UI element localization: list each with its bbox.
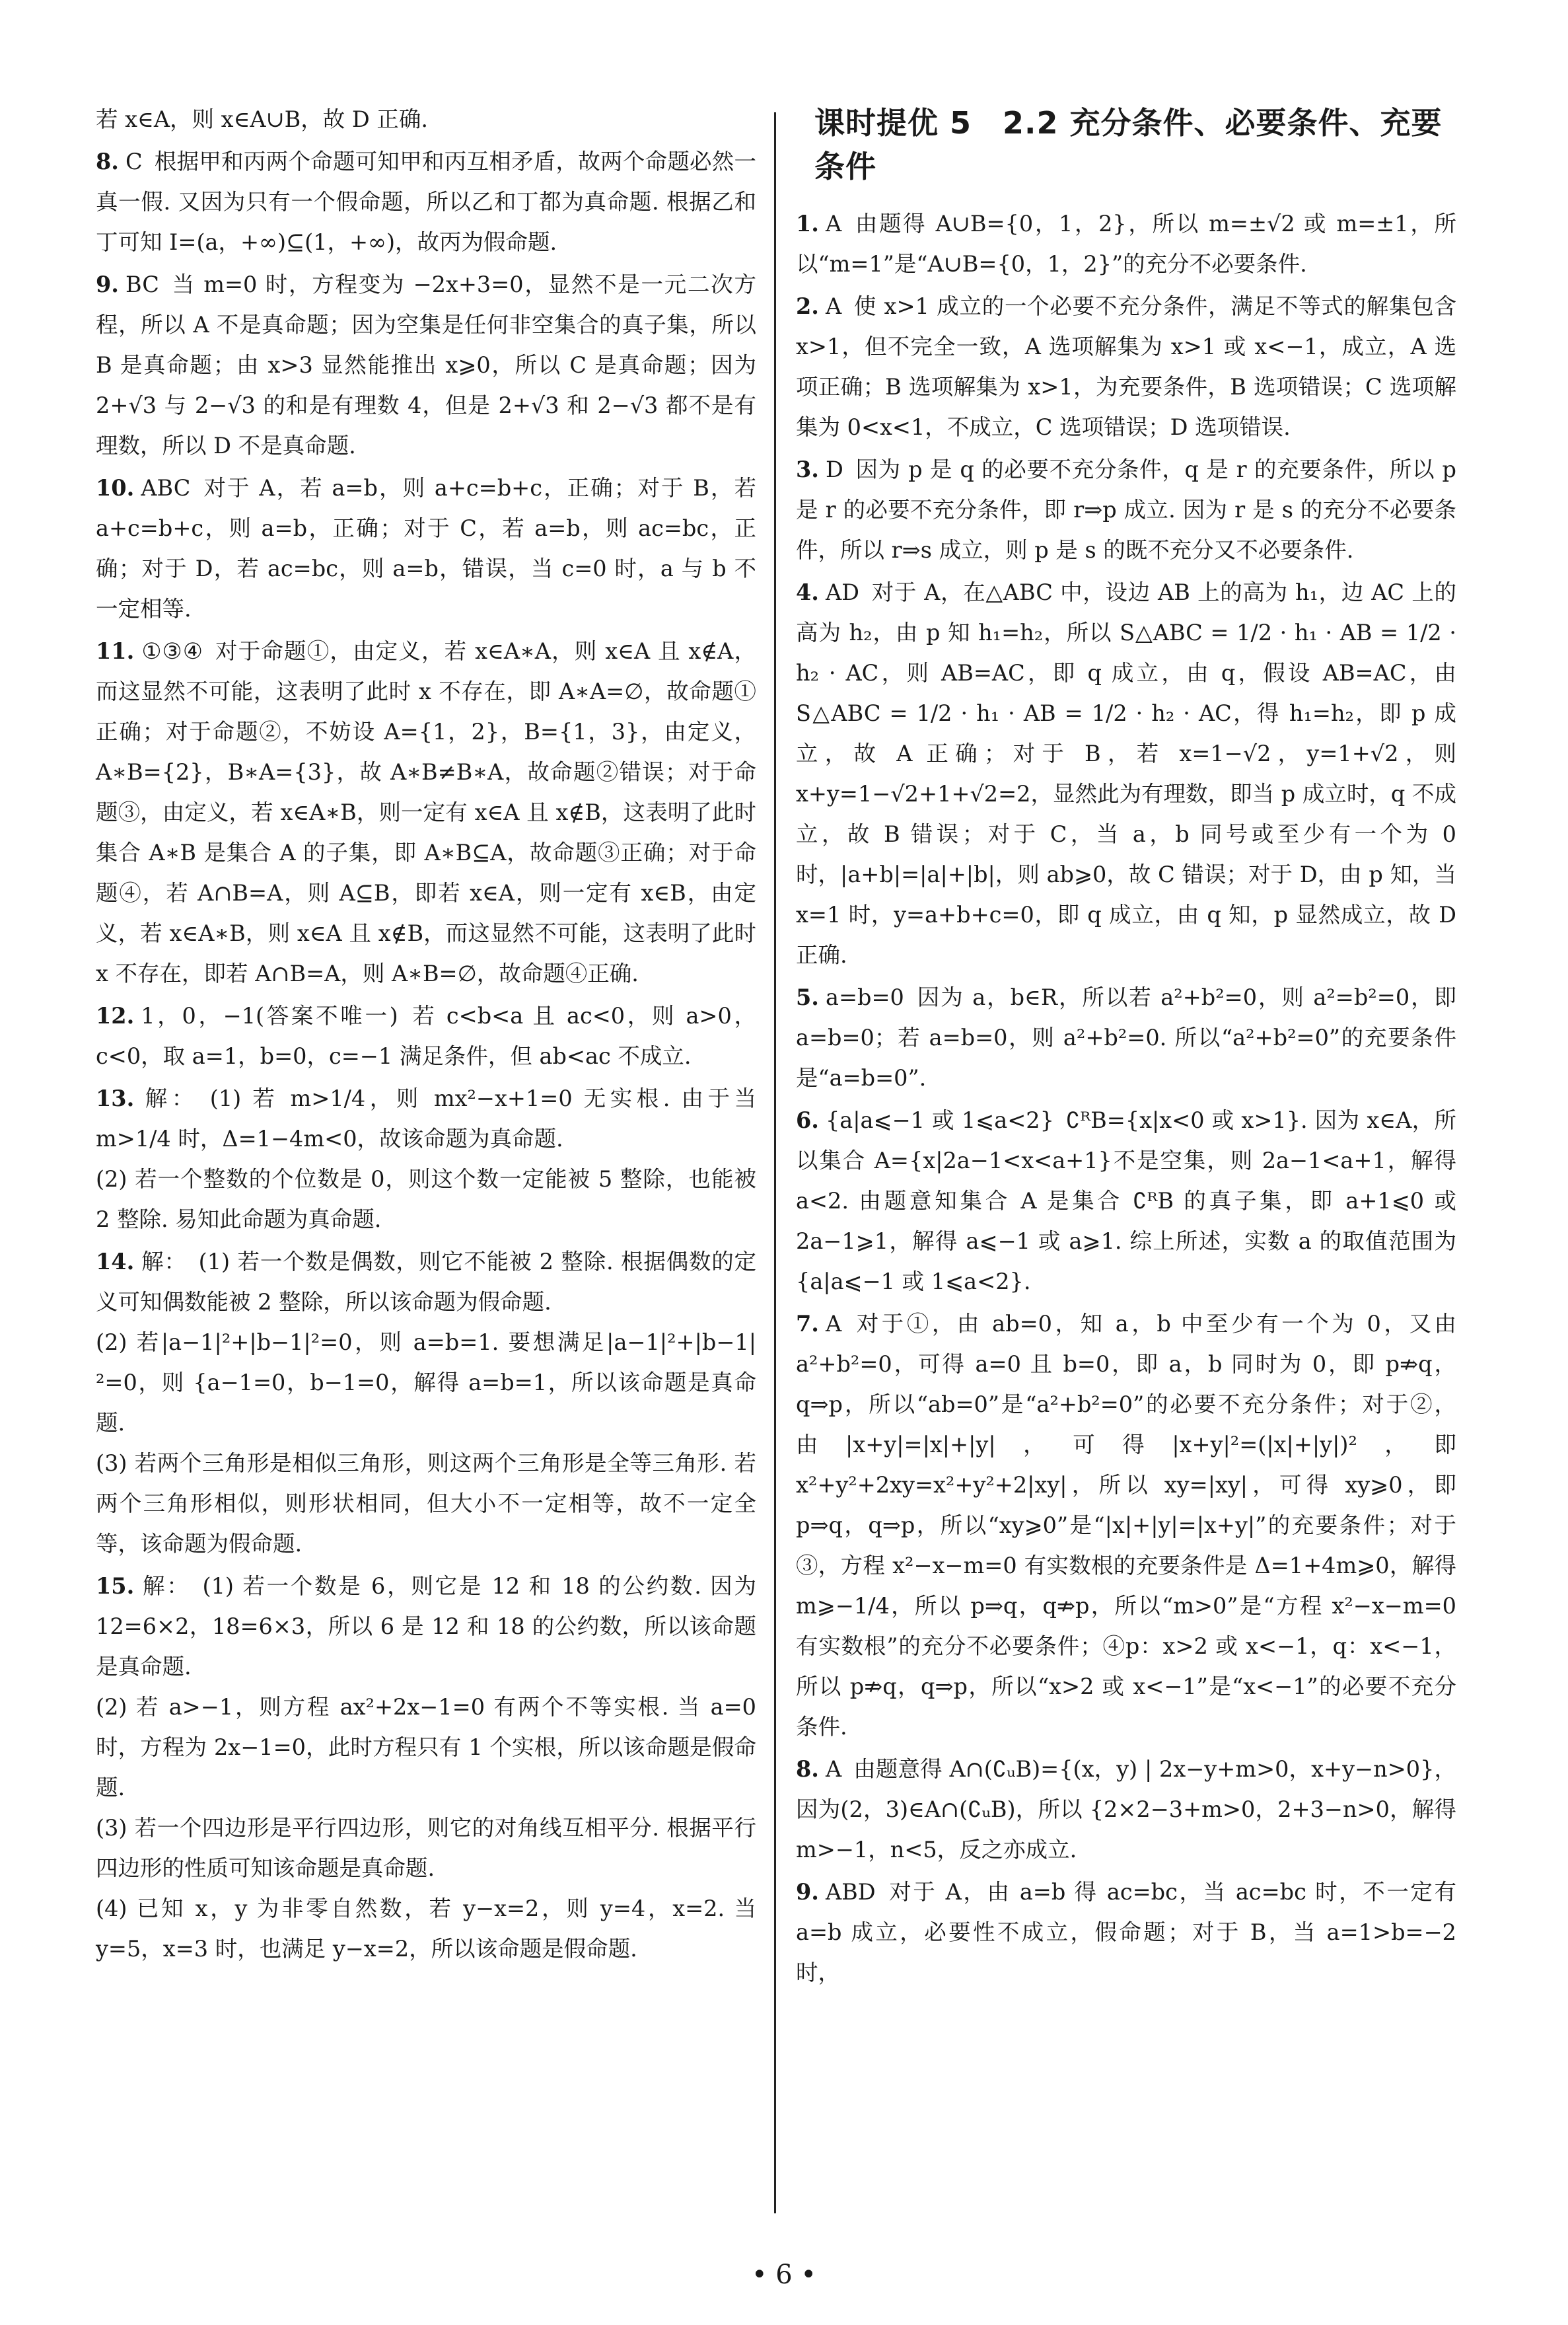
answer-paragraph [796,1749,1456,1870]
item-number: 13. [96,1086,135,1111]
answer-paragraph [96,468,756,629]
answer-paragraph [96,631,756,994]
paragraph-text: 对于命题①，由定义，若 x∈A∗A，则 x∈A 且 x∉A，而这显然不可能，这表明了此时 x 不存在，即 A∗A=∅，故命题①正确；对于命题②，不妨设 A={1，2}，B={1，3}，由定义，A∗B={2}，B∗A={3}，故 A∗B≠B∗A，故命题②错误；对于命题③，由定义，若 x∈A∗B，则一定有 x∈A 且 x∉B，这表明了此时集合 A∗B 是集合 A 的子集，即 A∗B⊆A，故命题③正确；对于命题④，若 A∩B=A，则 A⊆B，即若 x∈A，则一定有 x∈B，由定义，若 x∈A∗B，则 x∈A 且 x∉B，而这显然不可能，这表明了此时 x 不存在，即若 A∩B=A，则 A∗B=∅，故命题④正确. [96,638,756,986]
answer-paragraph [96,1888,756,1969]
item-number: 11. [96,638,135,664]
item-number: 12. [96,1003,135,1029]
answer-item [96,264,756,466]
item-answer: 解： [141,1573,191,1599]
item-answer: a=b=0 [825,984,904,1010]
answer-paragraph [96,1808,756,1888]
answer-paragraph [96,1443,756,1564]
item-answer: AD [825,579,860,605]
paragraph-text: 对于 A，在△ABC 中，设边 AB 上的高为 h₁，边 AC 上的高为 h₂，由 p 知 h₁=h₂，所以 S△ABC = 1/2 · h₁ · AB = 1/2 · h₂ · AC，则 AB=AC，即 q 成立，由 q，假设 AB=AC，由 S△ABC = 1/2 · h₁ · AB = 1/2 · h₂ · AC，得 h₁=h₂，即 p 成立，故 A 正确；对于 B，若 x=1−√2，y=1+√2，则 x+y=1−√2+1+√2=2，显然此为有理数，即当 p 成立时，q 不成立，故 B 错误；对于 C，当 a，b 同号或至少有一个为 0 时，|a+b|=|a|+|b|，则 ab⩾0，故 C 错误；对于 D，由 p 知，当 x=1 时，y=a+b+c=0，即 q 成立，由 q 知，p 显然成立，故 D 正确. [796,579,1456,968]
item-answer: A [825,1311,842,1337]
item-number: 2. [796,293,819,319]
item-number: 5. [796,984,819,1010]
right-column [796,99,1456,2233]
paragraph-text: 因为 p 是 q 的必要不充分条件，q 是 r 的充要条件，所以 p 是 r 的必要不充分条件，即 r⇒p 成立. 因为 r 是 s 的充分不必要条件，所以 r⇒s 成立，则 p 是 s 的既不充分又不必要条件. [796,457,1456,563]
answer-paragraph [796,449,1456,570]
answer-item [796,203,1456,284]
paragraph-text: 若 c<b<a 且 ac<0，则 a>0，c<0，取 a=1，b=0，c=−1 满足条件，但 ab<ac 不成立. [96,1003,756,1069]
paragraph-text: 若 x∈A，则 x∈A∪B，故 D 正确. [96,106,429,132]
answer-paragraph [796,286,1456,447]
answer-paragraph [96,1687,756,1808]
answer-paragraph [96,141,756,262]
item-answer: D [825,457,843,482]
answer-paragraph [796,977,1456,1098]
item-answer: {a|a⩽−1 或 1⩽a<2} [825,1107,1054,1133]
paragraph-text: 因为 a，b∈R，所以若 a²+b²=0，则 a²=b²=0，即 a=b=0；若 a=b=0，则 a²+b²=0. 所以“a²+b²=0”的充要条件是“a=b=0”. [796,984,1456,1091]
item-number: 7. [796,1311,819,1337]
answer-item [796,977,1456,1098]
paragraph-text: (4) 已知 x，y 为非零自然数，若 y−x=2，则 y=4，x=2. 当 y=5，x=3 时，也满足 y−x=2，所以该命题是假命题. [96,1896,756,1962]
item-answer: A [825,211,842,237]
item-answer: A [825,1756,842,1782]
item-answer: C [125,149,143,174]
answer-paragraph [796,203,1456,284]
answer-paragraph [96,1322,756,1443]
item-answer: BC [125,272,159,297]
answer-item [96,1241,756,1564]
answer-paragraph [96,1159,756,1239]
answer-paragraph [796,1304,1456,1747]
answer-paragraph [796,1872,1456,1993]
column-divider [774,112,776,2213]
paragraph-text: (3) 若两个三角形是相似三角形，则这两个三角形是全等三角形. 若两个三角形相似，则形状相同，但大小不一定相等，故不一定全等，该命题为假命题. [96,1450,756,1557]
paragraph-text: (2) 若 a>−1，则方程 ax²+2x−1=0 有两个不等实根. 当 a=0 时，方程为 2x−1=0，此时方程只有 1 个实根，所以该命题是假命题. [96,1694,756,1800]
paragraph-text: (1) 若一个数是偶数，则它不能被 2 整除. 根据偶数的定义可知偶数能被 2 整除，所以该命题为假命题. [96,1249,756,1315]
item-number: 14. [96,1249,135,1274]
answer-item [796,1872,1456,1993]
answer-paragraph [96,264,756,466]
item-number: 1. [796,211,819,237]
answer-item [796,449,1456,570]
answer-item [96,141,756,262]
paragraph-text: (1) 若一个数是 6，则它是 12 和 18 的公约数. 因为 12=6×2，18=6×3，所以 6 是 12 和 18 的公约数，所以该命题是真命题. [96,1573,756,1679]
item-number: 8. [96,149,119,174]
paragraph-text: 对于①，由 ab=0，知 a，b 中至少有一个为 0，又由 a²+b²=0，可得 a=0 且 b=0，即 a，b 同时为 0，即 p⇏q，q⇒p，所以“ab=0”是“a²+b²=0”的必要不充分条件；对于②，由|x+y|=|x|+|y|，可得|x+y|²=(|x|+|y|)²，即 x²+y²+2xy=x²+y²+2|xy|，所以 xy=|xy|，可得 xy⩾0，即 p⇒q，q⇒p，所以“xy⩾0”是“|x|+|y|=|x+y|”的充要条件；对于③，方程 x²−x−m=0 有实数根的充要条件是 Δ=1+4m⩾0，解得 m⩾−1/4，所以 p⇒q，q⇏p，所以“m>0”是“方程 x²−x−m=0 有实数根”的充分不必要条件；④p：x>2 或 x<−1，q：x<−1，所以 p⇏q，q⇒p，所以“x>2 或 x<−1”是“x<−1”的必要不充分条件. [796,1311,1456,1740]
answer-paragraph [96,1078,756,1159]
paragraph-text: 对于 A，若 a=b，则 a+c=b+c，正确；对于 B，若 a+c=b+c，则 a=b，正确；对于 C，若 a=b，则 ac=bc，正确；对于 D，若 ac=bc，则 a=b，错误，当 c=0 时，a 与 b 不一定相等. [96,475,756,622]
answer-item [96,468,756,629]
answer-item [796,286,1456,447]
paragraph-text: (2) 若|a−1|²+|b−1|²=0，则 a=b=1. 要想满足|a−1|²+|b−1|²=0，则 {a−1=0，b−1=0，解得 a=b=1，所以该命题是真命题. [96,1329,756,1436]
answer-paragraph [796,572,1456,975]
paragraph-text: ∁ᴿB={x|x<0 或 x>1}. 因为 x∈A，所以集合 A={x|2a−1<x<a+1}不是空集，则 2a−1<a+1，解得 a<2. 由题意知集合 A 是集合 ∁ᴿB 的真子集，即 a+1⩽0 或 2a−1⩾1，解得 a⩽−1 或 a⩾1. 综上所述，实数 a 的取值范围为{a|a⩽−1 或 1⩽a<2}. [796,1107,1456,1294]
item-number: 6. [796,1107,819,1133]
answer-item [96,631,756,994]
item-number: 15. [96,1573,135,1599]
answer-item [796,1100,1456,1302]
paragraph-text: (2) 若一个整数的个位数是 0，则这个数一定能被 5 整除，也能被 2 整除. 易知此命题为真命题. [96,1166,756,1232]
item-number: 9. [96,272,119,297]
item-number: 3. [796,457,819,482]
answer-item [796,1304,1456,1747]
paragraph-text: 对于 A，由 a=b 得 ac=bc，当 ac=bc 时，不一定有 a=b 成立，必要性不成立，假命题；对于 B，当 a=1>b=−2 时， [796,1879,1456,1985]
answer-paragraph [96,996,756,1076]
page-number: • 6 • [751,2260,817,2290]
item-answer: ABC [141,475,191,501]
paragraph-text: 使 x>1 成立的一个必要不充分条件，满足不等式的解集包含 x>1，但不完全一致，A 选项解集为 x>1 或 x<−1，成立，A 选项正确；B 选项解集为 x>1，为充要条件，B 选项错误；C 选项解集为 0<x<1，不成立，C 选项错误；D 选项错误. [796,293,1456,440]
item-number: 9. [796,1879,819,1905]
item-answer: 解： [141,1086,198,1111]
item-number: 4. [796,579,819,605]
paragraph-text: (1) 若 m>1/4，则 mx²−x+1=0 无实根. 由于当 m>1/4 时，Δ=1−4m<0，故该命题为真命题. [96,1086,756,1152]
right-item-list [796,203,1456,1993]
item-answer: 1，0，−1(答案不唯一) [141,1003,398,1029]
answer-paragraph [96,99,756,139]
answer-item [96,1078,756,1239]
answer-item [96,99,756,139]
paragraph-text: (3) 若一个四边形是平行四边形，则它的对角线互相平分. 根据平行四边形的性质可知该命题是真命题. [96,1815,756,1881]
paragraph-text: 由题得 A∪B={0，1，2}，所以 m=±√2 或 m=±1，所以“m=1”是“A∪B={0，1，2}”的充分不必要条件. [796,211,1456,277]
answer-paragraph [796,1100,1456,1302]
answer-item [96,996,756,1076]
answer-paragraph [96,1566,756,1687]
item-answer: ABD [825,1879,876,1905]
paragraph-text: 由题意得 A∩(∁ᵤB)={(x，y) | 2x−y+m>0，x+y−n>0}，因为(2，3)∈A∩(∁ᵤB)，所以 {2×2−3+m>0，2+3−n>0，解得 m>−1，n<5，反之亦成立. [796,1756,1456,1863]
answer-paragraph [96,1241,756,1322]
item-answer: ①③④ [141,638,204,664]
item-answer: A [825,293,842,319]
paragraph-text: 当 m=0 时，方程变为 −2x+3=0，显然不是一元二次方程，所以 A 不是真命题；因为空集是任何非空集合的真子集，所以 B 是真命题；由 x>3 显然能推出 x⩾0，所以 C 是真命题；因为 2+√3 与 2−√3 的和是有理数 4，但是 2+√3 和 2−√3 都不是有理数，所以 D 不是真命题. [96,272,756,459]
section-heading: 课时提优 5 2.2 充分条件、必要条件、充要条件 [814,105,1443,184]
answer-item [796,1749,1456,1870]
paragraph-text: 根据甲和丙两个命题可知甲和丙互相矛盾，故两个命题必然一真一假. 又因为只有一个假命题，所以乙和丁都为真命题. 根据乙和丁可知 I=(a，+∞)⊆(1，+∞)，故丙为假命题. [96,149,756,255]
left-column [96,99,756,2233]
item-number: 10. [96,475,135,501]
answer-item [796,572,1456,975]
item-number: 8. [796,1756,819,1782]
answer-item [96,1566,756,1969]
item-answer: 解： [141,1249,187,1274]
